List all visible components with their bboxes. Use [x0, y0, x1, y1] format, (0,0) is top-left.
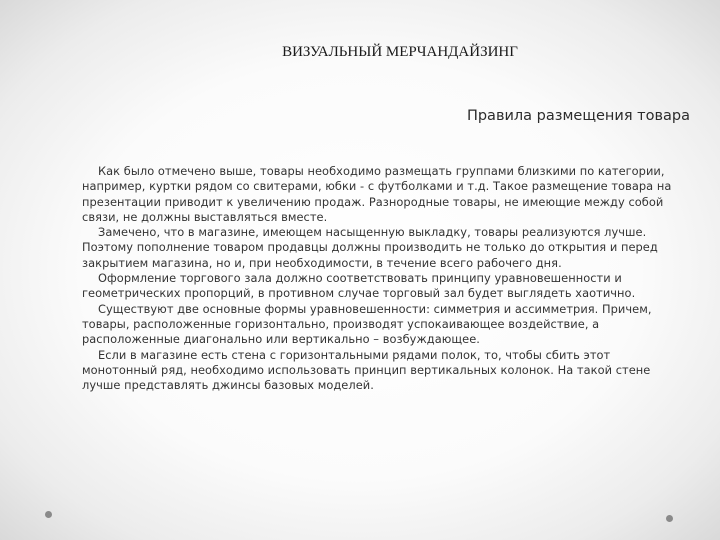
paragraph-restocking: Замечено, что в магазине, имеющем насыщенную выкладку, товары реализуются лучше. Поэтому пополнение товаром продавцы должны производить не только до открытия и перед закрытием магазина, но и, при необходимости, в течение всего рабочего дня.: [82, 225, 658, 270]
slide-body: [82, 164, 672, 393]
paragraph-symmetry: Существуют две основные формы уравновешенности: симметрия и ассимметрия. Причем, товары, расположенные горизонтально, производят успокаивающее воздействие, а расположенные диагонально или вертикально – возбуждающее.: [82, 301, 652, 347]
slide-subtitle: Правила размещения товара: [466, 108, 690, 124]
decorative-dot-left: [45, 511, 52, 518]
decorative-dot-right: [666, 515, 673, 522]
paragraph-balance: Оформление торгового зала должно соответствовать принципу уравновешенности и геометрических пропорций, в противном случае торговый зал будет выглядеть хаотично.: [82, 271, 636, 301]
paragraph-grouping: Как было отмечено выше, товары необходимо размещать группами близкими по категории, например, куртки рядом со свитерами, юбки - с футболками и т.д. Такое размещение товара на презентации приводит к увеличению продаж. Разнородные товары, не имеющие между собой связи, не должны выставляться вместе.: [82, 164, 672, 224]
slide-title: ВИЗУАЛЬНЫЙ МЕРЧАНДАЙЗИНГ: [282, 44, 518, 60]
paragraph-vertical-columns: Если в магазине есть стена с горизонтальными рядами полок, то, чтобы сбить этот монотонный ряд, необходимо использовать принцип вертикальных колонок. На такой стене лучше представлять джинсы базовых моделей.: [82, 347, 651, 393]
